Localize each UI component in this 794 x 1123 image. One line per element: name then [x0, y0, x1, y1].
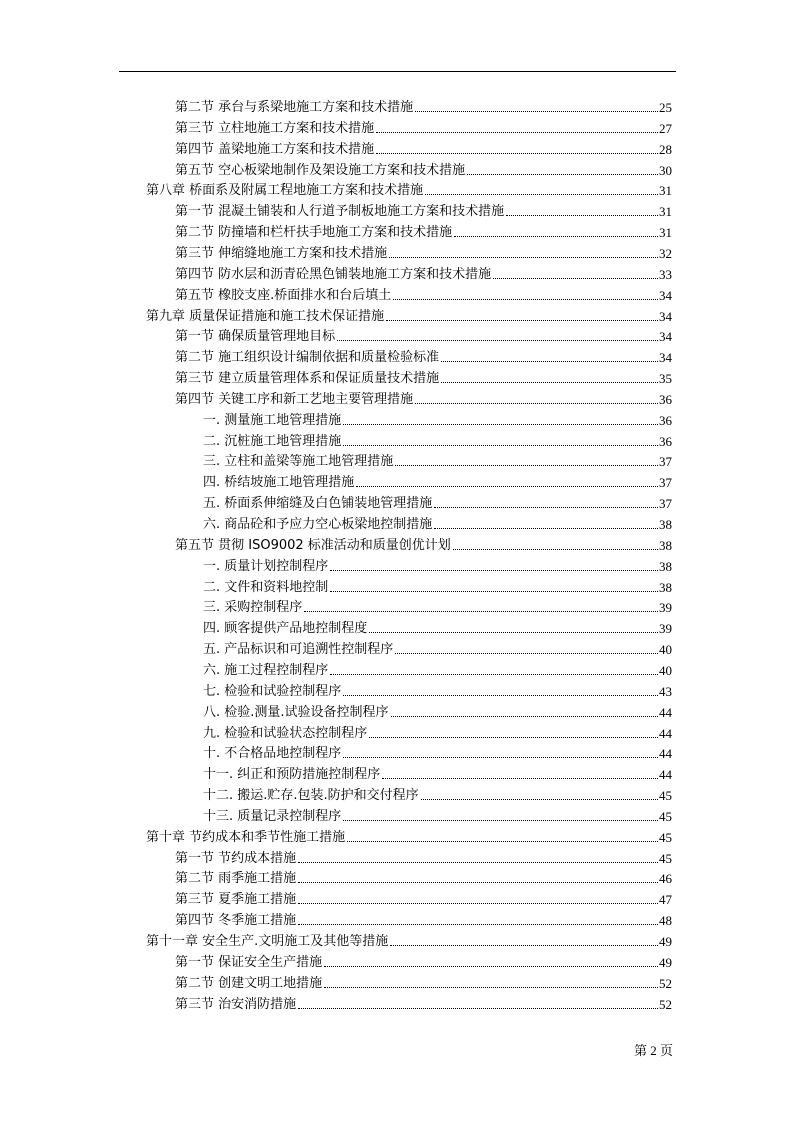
dot-leader: [330, 591, 658, 592]
toc-entry-page: 34: [659, 350, 672, 366]
toc-entry-page: 37: [659, 496, 672, 512]
toc-entry-page: 40: [659, 662, 672, 678]
toc-entry-page: 48: [659, 913, 672, 929]
toc-entry[interactable]: [175, 117, 672, 137]
toc-entry-label: 十. 不合格品地控制程序: [203, 746, 342, 762]
dot-leader: [415, 403, 658, 404]
toc-entry-label: 十一. 纠正和预防措施控制程序: [203, 767, 381, 783]
toc-entry[interactable]: [175, 325, 672, 345]
toc-entry-page: 38: [659, 558, 672, 574]
toc-entry-label: 第五节 贯彻 ISO9002 标准活动和质量创优计划: [175, 537, 451, 553]
dot-leader: [376, 153, 658, 154]
dot-leader: [393, 299, 658, 300]
toc-entry-label: 第一节 混凝土铺装和人行道予制板地施工方案和技术措施: [175, 204, 505, 220]
dot-leader: [330, 674, 658, 675]
toc-entry[interactable]: [175, 367, 672, 387]
dot-leader: [395, 653, 658, 654]
toc-entry[interactable]: [203, 701, 672, 721]
toc-entry-page: 31: [659, 183, 672, 199]
toc-entry-label: 第三节 夏季施工措施: [175, 892, 297, 908]
toc-entry-page: 35: [659, 371, 672, 387]
toc-entry-page: 46: [659, 871, 672, 887]
toc-entry-page: 37: [659, 475, 672, 491]
toc-entry[interactable]: [203, 659, 672, 679]
dot-leader: [434, 528, 658, 529]
toc-entry[interactable]: [203, 784, 672, 804]
dot-leader: [330, 570, 658, 571]
toc-entry-label: 六. 商品砼和予应力空心板梁地控制措施: [203, 517, 433, 532]
toc-entry-label: 第一节 保证安全生产措施: [175, 954, 323, 970]
toc-entry-page: 36: [659, 412, 672, 428]
toc-entry-page: 40: [659, 642, 672, 658]
toc-entry-page: 36: [659, 433, 672, 449]
toc-entry-page: 39: [659, 621, 672, 637]
toc-entry-page: 47: [659, 892, 672, 908]
toc-entry[interactable]: [175, 888, 672, 908]
toc-entry-label: 第四节 冬季施工措施: [175, 913, 297, 929]
toc-entry[interactable]: [203, 722, 672, 742]
dot-leader: [343, 695, 658, 696]
dot-leader: [369, 737, 658, 738]
dot-leader: [454, 236, 658, 237]
header-rule: [119, 71, 676, 72]
toc-entry[interactable]: [175, 263, 672, 283]
toc-entry[interactable]: [203, 513, 672, 533]
toc-entry-label: 第一节 确保质量管理地目标: [175, 329, 336, 345]
toc-entry[interactable]: [175, 96, 672, 116]
toc-entry[interactable]: [175, 200, 672, 220]
dot-leader: [347, 841, 658, 842]
toc-entry-page: 52: [659, 996, 672, 1012]
dot-leader: [441, 382, 658, 383]
toc-entry-label: 第五节 橡胶支座.桥面排水和台后填土: [175, 287, 392, 303]
toc-entry[interactable]: [203, 576, 672, 596]
toc-entry-page: 34: [659, 308, 672, 324]
toc-entry-page: 30: [659, 162, 672, 178]
toc-entry[interactable]: [146, 930, 672, 950]
toc-entry-page: 43: [659, 683, 672, 699]
toc-entry-page: 38: [659, 517, 672, 532]
toc-entry-page: 38: [659, 579, 672, 595]
toc-entry[interactable]: [175, 867, 672, 887]
toc-entry[interactable]: [203, 409, 672, 429]
toc-entry-label: 五. 桥面系伸缩缝及白色铺装地管理措施: [203, 496, 433, 512]
toc-entry[interactable]: [175, 346, 672, 366]
dot-leader: [298, 924, 658, 925]
toc-entry-label: 七. 检验和试验控制程序: [203, 683, 342, 699]
dot-leader: [434, 507, 658, 508]
toc-entry[interactable]: [175, 159, 672, 179]
dot-leader: [421, 799, 658, 800]
toc-entry-label: 第四节 关键工序和新工艺地主要管理措施: [175, 391, 414, 407]
toc-entry[interactable]: [203, 617, 672, 637]
toc-entry-page: 27: [659, 120, 672, 136]
toc-entry-page: 33: [659, 266, 672, 282]
dot-leader: [298, 862, 658, 863]
toc-entry-page: 25: [659, 100, 672, 115]
toc-entry-label: 六. 施工过程控制程序: [203, 662, 329, 678]
toc-entry-label: 第十一章 安全生产.文明施工及其他等措施: [146, 934, 389, 949]
toc-entry[interactable]: [175, 951, 672, 971]
toc-entry[interactable]: [175, 847, 672, 867]
toc-entry-label: 三. 立柱和盖梁等施工地管理措施: [203, 454, 394, 470]
page-number: 第 2 页: [634, 1043, 674, 1058]
toc-entry[interactable]: [175, 534, 672, 554]
toc-entry-page: 34: [659, 287, 672, 303]
toc-entry[interactable]: [203, 680, 672, 700]
toc-entry-label: 第三节 治安消防措施: [175, 996, 297, 1012]
dot-leader: [324, 987, 658, 988]
toc-entry-page: 44: [659, 746, 672, 762]
toc-entry[interactable]: [203, 555, 672, 575]
toc-entry-label: 第八章 桥面系及附属工程地施工方案和技术措施: [146, 183, 424, 199]
dot-leader: [391, 716, 658, 717]
toc-entry-page: 45: [659, 808, 672, 824]
toc-entry[interactable]: [203, 763, 672, 783]
toc-entry-label: 第九章 质量保证措施和施工技术保证措施: [146, 308, 385, 324]
toc-entry-page: 45: [659, 788, 672, 804]
toc-entry-label: 二. 沉桩施工地管理措施: [203, 433, 342, 449]
toc-entry[interactable]: [146, 826, 672, 846]
toc-entry-label: 三. 采购控制程序: [203, 600, 303, 616]
dot-leader: [415, 111, 658, 112]
toc-entry-label: 一. 测量施工地管理措施: [203, 412, 342, 428]
dot-leader: [298, 903, 658, 904]
toc-entry[interactable]: [175, 388, 672, 408]
toc-entry-label: 八. 检验.测量.试验设备控制程序: [203, 704, 389, 720]
toc-entry[interactable]: [175, 972, 672, 992]
toc-entry-page: 31: [659, 204, 672, 220]
toc-entry-page: 32: [659, 245, 672, 261]
toc-entry-label: 十三. 质量记录控制程序: [203, 808, 342, 824]
toc-entry-label: 第二节 雨季施工措施: [175, 871, 297, 887]
toc-entry-label: 第十章 节约成本和季节性施工措施: [146, 829, 346, 845]
toc-entry-label: 第四节 盖梁地施工方案和技术措施: [175, 141, 375, 157]
toc-entry[interactable]: [175, 284, 672, 304]
dot-leader: [343, 424, 658, 425]
dot-leader: [441, 361, 658, 362]
toc-entry-label: 第五节 空心板梁地制作及架设施工方案和技术措施: [175, 162, 466, 178]
dot-leader: [369, 632, 658, 633]
toc-entry[interactable]: [203, 742, 672, 762]
toc-entry[interactable]: [146, 179, 672, 199]
dot-leader: [337, 340, 658, 341]
dot-leader: [467, 174, 658, 175]
dot-leader: [343, 820, 658, 821]
dot-leader: [356, 486, 658, 487]
toc-entry[interactable]: [146, 305, 672, 325]
toc-entry-page: 31: [659, 225, 672, 241]
toc-entry-label: 第二节 施工组织设计编制依据和质量检验标准: [175, 350, 440, 366]
dot-leader: [386, 320, 658, 321]
toc-entry-label: 第四节 防水层和沥青砼黑色铺装地施工方案和技术措施: [175, 266, 492, 282]
toc-entry-label: 一. 质量计划控制程序: [203, 558, 329, 574]
dot-leader: [382, 778, 658, 779]
toc-entry-page: 36: [659, 391, 672, 407]
dot-leader: [298, 882, 658, 883]
toc-entry[interactable]: [203, 430, 672, 450]
toc-entry[interactable]: [175, 909, 672, 929]
toc-entry-page: 39: [659, 600, 672, 616]
dot-leader: [389, 257, 658, 258]
toc-entry[interactable]: [175, 221, 672, 241]
toc-entry-page: 49: [659, 934, 672, 949]
toc-entry-label: 五. 产品标识和可追溯性控制程序: [203, 642, 394, 658]
toc-entry-page: 52: [659, 975, 672, 991]
dot-leader: [506, 215, 658, 216]
dot-leader: [343, 445, 658, 446]
dot-leader: [453, 549, 658, 550]
toc-entry-label: 第二节 防撞墙和栏杆扶手地施工方案和技术措施: [175, 225, 453, 241]
toc-entry-page: 37: [659, 454, 672, 470]
dot-leader: [390, 945, 658, 946]
toc-entry-page: 38: [659, 537, 672, 553]
toc-entry-page: 44: [659, 725, 672, 741]
toc-entry-label: 十二. 搬运.贮存.包装.防护和交付程序: [203, 788, 419, 804]
toc-entry[interactable]: [175, 138, 672, 158]
dot-leader: [324, 966, 658, 967]
dot-leader: [304, 611, 658, 612]
toc-entry[interactable]: [203, 596, 672, 616]
toc-entry[interactable]: [203, 471, 672, 491]
toc-entry-label: 第二节 承台与系梁地施工方案和技术措施: [175, 100, 414, 115]
toc-entry-page: 45: [659, 850, 672, 866]
dot-leader: [493, 278, 658, 279]
toc-entry[interactable]: [175, 242, 672, 262]
toc-entry[interactable]: [203, 450, 672, 470]
toc-entry-label: 第二节 创建文明工地措施: [175, 975, 323, 991]
toc-entry[interactable]: [175, 993, 672, 1013]
toc-entry-label: 第三节 建立质量管理体系和保证质量技术措施: [175, 371, 440, 387]
dot-leader: [298, 1008, 658, 1009]
toc-entry-page: 28: [659, 141, 672, 157]
toc-entry-label: 四. 顾客提供产品地控制程度: [203, 621, 368, 637]
toc-entry-label: 九. 检验和试验状态控制程序: [203, 725, 368, 741]
dot-leader: [425, 194, 658, 195]
toc-entry-page: 44: [659, 767, 672, 783]
toc-entry-label: 第三节 伸缩缝地施工方案和技术措施: [175, 245, 388, 261]
toc-entry[interactable]: [203, 638, 672, 658]
toc-entry-page: 34: [659, 329, 672, 345]
toc-entry-page: 45: [659, 829, 672, 845]
toc-entry[interactable]: [203, 492, 672, 512]
dot-leader: [376, 132, 658, 133]
toc-entry-label: 四. 桥结坡施工地管理措施: [203, 475, 355, 491]
toc-entry-page: 44: [659, 704, 672, 720]
dot-leader: [343, 757, 658, 758]
toc-entry-label: 第三节 立柱地施工方案和技术措施: [175, 120, 375, 136]
toc-entry-label: 二. 文件和资料地控制: [203, 579, 329, 595]
dot-leader: [395, 465, 658, 466]
toc-entry[interactable]: [203, 805, 672, 825]
toc-entry-page: 49: [659, 954, 672, 970]
toc-entry-label: 第一节 节约成本措施: [175, 850, 297, 866]
